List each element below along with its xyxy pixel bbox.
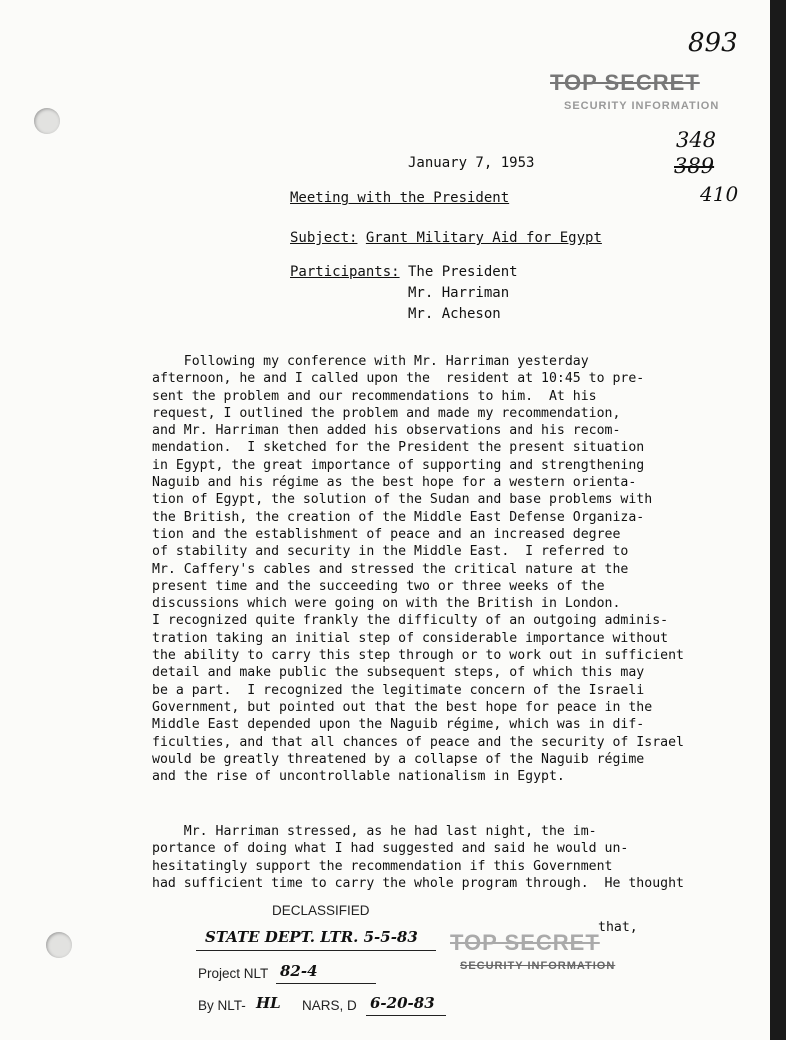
paragraph-line: Mr. Harriman stressed, as he had last night, the im- xyxy=(152,824,597,839)
paragraph-line: present time and the succeeding two or three weeks of the xyxy=(152,578,605,594)
paragraph-line: afternoon, he and I called upon the resident at 10:45 to pre- xyxy=(152,371,645,387)
paragraph-line: Government, but pointed out that the best hope for peace in the xyxy=(152,699,653,715)
handwritten-page-c: 410 xyxy=(700,182,739,206)
by-value: HL xyxy=(256,994,281,1012)
paragraph-line: be a part. I recognized the legitimate concern of the Israeli xyxy=(152,682,645,698)
classification-stamp-top: TOP SECRET xyxy=(550,70,700,95)
meeting-title: Meeting with the President xyxy=(290,190,510,206)
paragraph-line: and the rise of uncontrollable nationalism in Egypt. xyxy=(152,769,565,785)
subject-text: Grant Military Aid for Egypt xyxy=(365,230,602,246)
paragraph-line: tion and the establishment of peace and an increased degree xyxy=(152,526,621,542)
paragraph-line: mendation. I sketched for the President the present situation xyxy=(152,440,645,456)
paragraph-line: discussions which were going on with the British in London. xyxy=(152,596,621,612)
paragraph-line: the British, the creation of the Middle East Defense Organiza- xyxy=(152,509,645,525)
declass-date: 6-20-83 xyxy=(370,994,435,1012)
handwritten-page-b: 389 xyxy=(674,154,715,178)
paragraph-line: Following my conference with Mr. Harriman yesterday xyxy=(152,354,589,369)
paragraph-line: the ability to carry this step through or to work out in sufficient xyxy=(152,648,684,664)
declass-authority: STATE DEPT. LTR. 5-5-83 xyxy=(205,928,418,946)
paragraph-line: portance of doing what I had suggested and said he would un- xyxy=(152,841,629,857)
by-label: By NLT- xyxy=(198,998,246,1013)
security-info-stamp-top: SECURITY INFORMATION xyxy=(564,100,720,112)
paragraph-line: sent the problem and our recommendations to him. At his xyxy=(152,388,597,404)
participant-1: The President xyxy=(408,264,518,280)
memo-date: January 7, 1953 xyxy=(408,155,535,171)
punch-hole-bottom xyxy=(46,932,72,958)
paragraph-line: ficulties, and that all chances of peace and the security of Israel xyxy=(152,734,684,750)
paragraph-line: would be greatly threatened by a collapse of the Naguib régime xyxy=(152,751,645,767)
body-paragraph-1 xyxy=(152,353,732,785)
paragraph-line: hesitatingly support the recommendation if this Government xyxy=(152,858,613,874)
paragraph-line: Middle East depended upon the Naguib régime, which was in dif- xyxy=(152,717,645,733)
handwritten-doc-number: 893 xyxy=(688,28,738,58)
nars-label: NARS, D xyxy=(302,998,357,1013)
paragraph-line: in Egypt, the great importance of supporting and strengthening xyxy=(152,457,645,473)
handwritten-page-a: 348 xyxy=(676,128,717,152)
project-label: Project NLT xyxy=(198,966,269,981)
subject-label: Subject: xyxy=(290,230,358,246)
paragraph-line: had sufficient time to carry the whole program through. He thought xyxy=(152,875,684,891)
participants-label: Participants: xyxy=(290,264,400,280)
paragraph-line: Mr. Caffery's cables and stressed the critical nature at the xyxy=(152,561,629,577)
authority-line xyxy=(196,950,436,951)
punch-hole-top xyxy=(34,108,60,134)
paragraph-line: I recognized quite frankly the difficulty of an outgoing adminis- xyxy=(152,613,669,629)
paragraph-line: and Mr. Harriman then added his observations and his recom- xyxy=(152,423,621,439)
body-paragraph-2 xyxy=(152,823,732,892)
subject-line xyxy=(290,230,602,246)
paragraph-line: of stability and security in the Middle East. I referred to xyxy=(152,544,629,560)
paragraph-line: detail and make public the subsequent steps, of which this may xyxy=(152,665,645,681)
paragraph-line: tion of Egypt, the solution of the Sudan and base problems with xyxy=(152,492,653,508)
date-line xyxy=(366,1015,446,1016)
declassified-heading: DECLASSIFIED xyxy=(272,903,370,918)
paragraph-line: Naguib and his régime as the best hope for a western orienta- xyxy=(152,475,637,491)
security-info-stamp-bottom: SECURITY INFORMATION xyxy=(460,960,616,972)
paragraph-line: tration taking an initial step of considerable importance without xyxy=(152,630,669,646)
classification-stamp-bottom: TOP SECRET xyxy=(450,930,600,955)
project-value: 82-4 xyxy=(280,962,318,980)
paragraph-line: request, I outlined the problem and made my recommendation, xyxy=(152,405,621,421)
continuation-word: that, xyxy=(598,920,638,935)
participant-2: Mr. Harriman xyxy=(408,285,510,301)
project-line xyxy=(276,983,376,984)
participant-3: Mr. Acheson xyxy=(408,306,501,322)
